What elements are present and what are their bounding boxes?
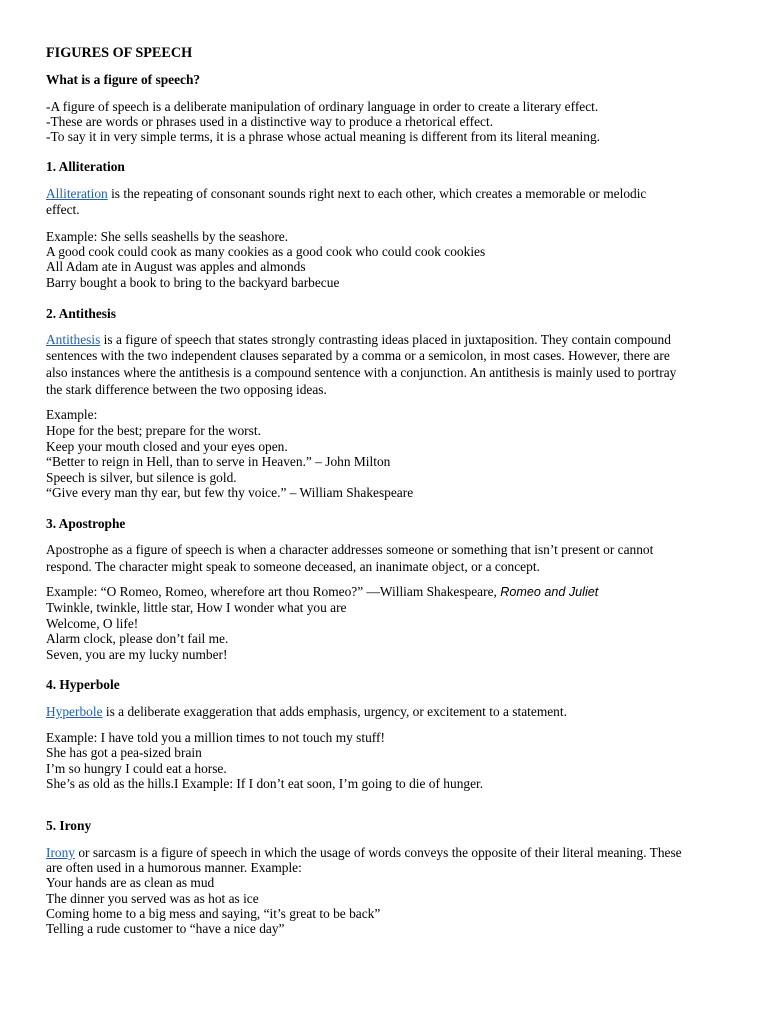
intro-line: -To say it in very simple terms, it is a phrase whose actual meaning is different from its literal meaning. — [46, 129, 601, 144]
example-line: Your hands are as clean as mud — [46, 875, 215, 890]
antithesis-definition-line: the stark difference between the two opposing ideas. — [46, 382, 327, 397]
alliteration-definition-text: is the repeating of consonant sounds right next to each other, which creates a memorable or melodic — [107, 186, 647, 201]
example-line: “Better to reign in Hell, than to serve in Heaven.” – John Milton — [46, 454, 391, 469]
example-line: Alarm clock, please don’t fail me. — [46, 631, 229, 646]
apostrophe-definition-line: respond. The character might speak to someone deceased, an inanimate object, or a concept. — [46, 559, 540, 574]
antithesis-link[interactable]: Antithesis — [46, 332, 101, 347]
antithesis-definition-line: also instances where the antithesis is a compound sentence with a conjunction. An antithesis is mainly used to portray — [46, 365, 677, 380]
example-line: Example: — [46, 407, 98, 422]
alliteration-definition-line: effect. — [46, 202, 80, 217]
example-line: Keep your mouth closed and your eyes open. — [46, 439, 288, 454]
document-title: FIGURES OF SPEECH — [46, 45, 193, 61]
alliteration-link[interactable]: Alliteration — [46, 186, 108, 201]
irony-link[interactable]: Irony — [46, 845, 76, 860]
irony-definition-line: are often used in a humorous manner. Example: — [46, 860, 302, 875]
example-line: The dinner you served was as hot as ice — [46, 891, 259, 906]
example-line: Barry bought a book to bring to the backyard barbecue — [46, 275, 340, 290]
section-heading-apostrophe: 3. Apostrophe — [46, 516, 126, 531]
example-line: Example: I have told you a million times to not touch my stuff! — [46, 730, 385, 745]
hyperbole-link[interactable]: Hyperbole — [46, 704, 103, 719]
example-line: Seven, you are my lucky number! — [46, 647, 228, 662]
antithesis-definition-text: is a figure of speech that states strongly contrasting ideas placed in juxtaposition. They contain compound — [100, 332, 671, 347]
example-line: A good cook could cook as many cookies as a good cook who could cook cookies — [46, 244, 486, 259]
antithesis-definition-line: sentences with the two independent clauses separated by a comma or a semicolon, in most cases. However, there are — [46, 348, 670, 363]
section-heading-alliteration: 1. Alliteration — [46, 159, 125, 174]
apostrophe-definition-line: Apostrophe as a figure of speech is when a character addresses someone or something that isn’t present or cannot — [46, 542, 654, 557]
apostrophe-example-text: Example: “O Romeo, Romeo, wherefore art thou Romeo?” —William Shakespeare, — [46, 584, 501, 599]
example-line: Hope for the best; prepare for the worst. — [46, 423, 261, 438]
hyperbole-definition — [46, 705, 567, 718]
example-line: She’s as old as the hills.I Example: If I don’t eat soon, I’m going to die of hunger. — [46, 776, 484, 791]
example-line: Welcome, O life! — [46, 616, 139, 631]
irony-definition — [46, 846, 682, 859]
alliteration-definition — [46, 187, 646, 200]
example-line — [46, 585, 598, 599]
example-line: Telling a rude customer to “have a nice day” — [46, 921, 285, 936]
work-title: Romeo and Juliet — [500, 585, 599, 599]
example-line: Twinkle, twinkle, little star, How I wonder what you are — [46, 600, 347, 615]
intro-heading: What is a figure of speech? — [46, 72, 201, 87]
section-heading-hyperbole: 4. Hyperbole — [46, 677, 120, 692]
section-heading-antithesis: 2. Antithesis — [46, 306, 116, 321]
example-line: “Give every man thy ear, but few thy voice.” – William Shakespeare — [46, 485, 414, 500]
intro-line: -A figure of speech is a deliberate manipulation of ordinary language in order to create a literary effect. — [46, 99, 599, 114]
hyperbole-definition-text: is a deliberate exaggeration that adds emphasis, urgency, or excitement to a statement. — [102, 704, 567, 719]
example-line: Speech is silver, but silence is gold. — [46, 470, 237, 485]
antithesis-definition — [46, 333, 671, 346]
example-line: She has got a pea-sized brain — [46, 745, 202, 760]
example-line: I’m so hungry I could eat a horse. — [46, 761, 227, 776]
example-line: Coming home to a big mess and saying, “it’s great to be back” — [46, 906, 381, 921]
section-heading-irony: 5. Irony — [46, 818, 92, 833]
intro-line: -These are words or phrases used in a distinctive way to produce a rhetorical effect. — [46, 114, 494, 129]
example-line: Example: She sells seashells by the seashore. — [46, 229, 289, 244]
irony-definition-text: or sarcasm is a figure of speech in which the usage of words conveys the opposite of their literal meaning. These — [75, 845, 682, 860]
example-line: All Adam ate in August was apples and almonds — [46, 259, 306, 274]
